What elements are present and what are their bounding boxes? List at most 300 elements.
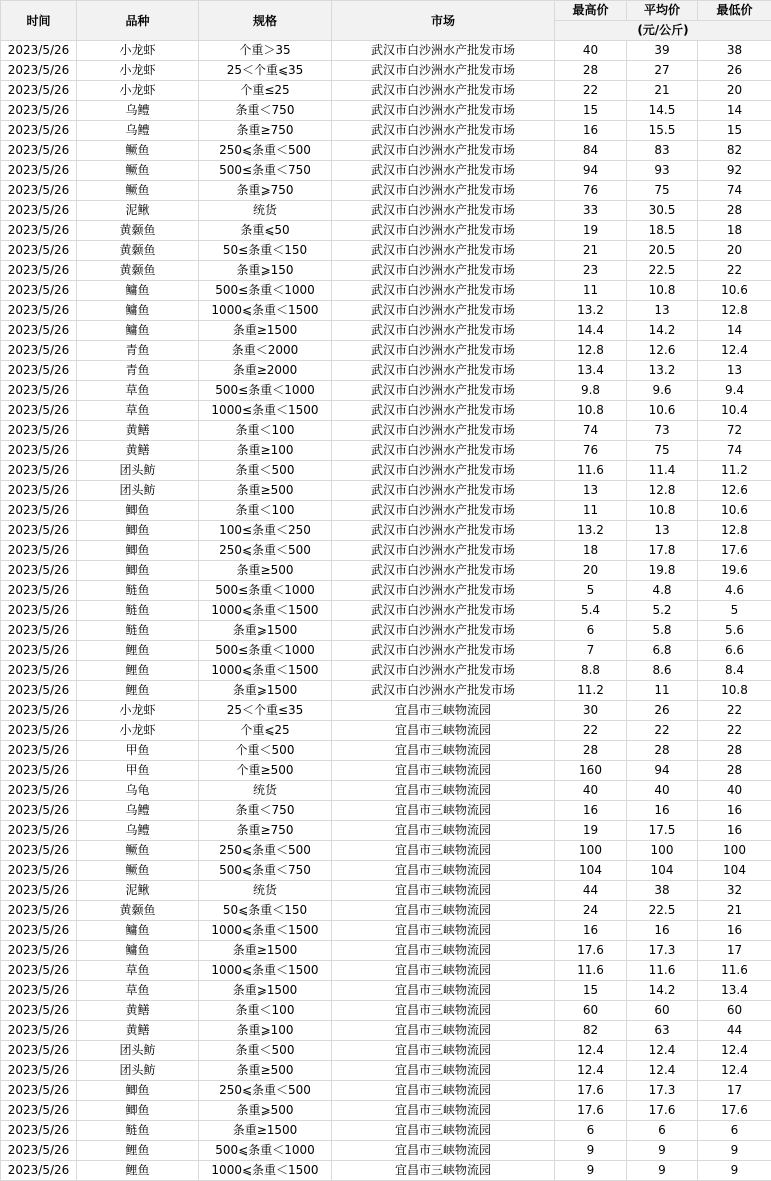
header-variety: 品种 xyxy=(77,1,199,41)
cell-avg-price: 17.8 xyxy=(627,541,698,561)
cell-avg-price: 38 xyxy=(627,881,698,901)
cell-low-price: 9 xyxy=(698,1161,771,1181)
cell-spec: 250⩽条重＜500 xyxy=(199,841,332,861)
cell-high-price: 100 xyxy=(555,841,627,861)
cell-spec: 个重⩽25 xyxy=(199,721,332,741)
cell-avg-price: 10.8 xyxy=(627,501,698,521)
cell-avg-price: 30.5 xyxy=(627,201,698,221)
cell-spec: 个重＞35 xyxy=(199,41,332,61)
cell-time: 2023/5/26 xyxy=(1,101,77,121)
cell-market: 武汉市白沙洲水产批发市场 xyxy=(332,501,555,521)
cell-avg-price: 4.8 xyxy=(627,581,698,601)
cell-spec: 条重＜100 xyxy=(199,501,332,521)
cell-variety: 鳙鱼 xyxy=(77,281,199,301)
cell-high-price: 30 xyxy=(555,701,627,721)
cell-high-price: 22 xyxy=(555,721,627,741)
cell-variety: 小龙虾 xyxy=(77,41,199,61)
table-row xyxy=(1,1101,771,1121)
cell-time: 2023/5/26 xyxy=(1,261,77,281)
cell-spec: 250⩽条重＜500 xyxy=(199,541,332,561)
cell-time: 2023/5/26 xyxy=(1,321,77,341)
cell-avg-price: 22.5 xyxy=(627,261,698,281)
cell-avg-price: 75 xyxy=(627,441,698,461)
cell-time: 2023/5/26 xyxy=(1,41,77,61)
cell-time: 2023/5/26 xyxy=(1,301,77,321)
cell-variety: 鲫鱼 xyxy=(77,1101,199,1121)
cell-spec: 1000⩽条重＜1500 xyxy=(199,921,332,941)
cell-time: 2023/5/26 xyxy=(1,1141,77,1161)
cell-market: 宜昌市三峡物流园 xyxy=(332,1021,555,1041)
cell-variety: 鲤鱼 xyxy=(77,661,199,681)
cell-market: 宜昌市三峡物流园 xyxy=(332,1121,555,1141)
cell-variety: 鳜鱼 xyxy=(77,181,199,201)
cell-variety: 鳜鱼 xyxy=(77,161,199,181)
cell-spec: 500≤条重＜1000 xyxy=(199,381,332,401)
cell-low-price: 12.4 xyxy=(698,1061,771,1081)
cell-low-price: 16 xyxy=(698,821,771,841)
cell-time: 2023/5/26 xyxy=(1,741,77,761)
cell-variety: 黄颡鱼 xyxy=(77,221,199,241)
table-row xyxy=(1,61,771,81)
cell-spec: 条重≥750 xyxy=(199,821,332,841)
cell-spec: 条重≥500 xyxy=(199,561,332,581)
cell-avg-price: 40 xyxy=(627,781,698,801)
header-market: 市场 xyxy=(332,1,555,41)
cell-time: 2023/5/26 xyxy=(1,681,77,701)
cell-variety: 乌龟 xyxy=(77,781,199,801)
table-row xyxy=(1,1061,771,1081)
cell-variety: 鳙鱼 xyxy=(77,921,199,941)
cell-time: 2023/5/26 xyxy=(1,961,77,981)
cell-variety: 乌鳢 xyxy=(77,821,199,841)
cell-variety: 鲫鱼 xyxy=(77,521,199,541)
cell-variety: 鳜鱼 xyxy=(77,861,199,881)
cell-high-price: 15 xyxy=(555,101,627,121)
cell-avg-price: 19.8 xyxy=(627,561,698,581)
cell-market: 武汉市白沙洲水产批发市场 xyxy=(332,341,555,361)
cell-market: 武汉市白沙洲水产批发市场 xyxy=(332,621,555,641)
cell-spec: 条重⩾1500 xyxy=(199,681,332,701)
cell-time: 2023/5/26 xyxy=(1,941,77,961)
cell-high-price: 6 xyxy=(555,1121,627,1141)
table-row xyxy=(1,121,771,141)
cell-high-price: 28 xyxy=(555,741,627,761)
cell-spec: 条重⩾500 xyxy=(199,1101,332,1121)
cell-market: 宜昌市三峡物流园 xyxy=(332,941,555,961)
cell-spec: 条重＜100 xyxy=(199,1001,332,1021)
cell-time: 2023/5/26 xyxy=(1,821,77,841)
cell-variety: 小龙虾 xyxy=(77,61,199,81)
cell-spec: 个重≥500 xyxy=(199,761,332,781)
table-body xyxy=(1,41,771,1181)
cell-high-price: 82 xyxy=(555,1021,627,1041)
cell-time: 2023/5/26 xyxy=(1,1021,77,1041)
cell-avg-price: 8.6 xyxy=(627,661,698,681)
cell-spec: 个重≤25 xyxy=(199,81,332,101)
cell-time: 2023/5/26 xyxy=(1,381,77,401)
cell-market: 宜昌市三峡物流园 xyxy=(332,1101,555,1121)
cell-low-price: 32 xyxy=(698,881,771,901)
cell-avg-price: 14.2 xyxy=(627,321,698,341)
cell-market: 宜昌市三峡物流园 xyxy=(332,981,555,1001)
cell-low-price: 22 xyxy=(698,701,771,721)
cell-market: 宜昌市三峡物流园 xyxy=(332,741,555,761)
cell-low-price: 16 xyxy=(698,921,771,941)
cell-low-price: 4.6 xyxy=(698,581,771,601)
cell-avg-price: 93 xyxy=(627,161,698,181)
cell-spec: 条重≥1500 xyxy=(199,1121,332,1141)
cell-variety: 黄颡鱼 xyxy=(77,901,199,921)
cell-high-price: 19 xyxy=(555,221,627,241)
table-row xyxy=(1,761,771,781)
table-row xyxy=(1,1021,771,1041)
cell-low-price: 22 xyxy=(698,721,771,741)
cell-avg-price: 13 xyxy=(627,301,698,321)
cell-time: 2023/5/26 xyxy=(1,1121,77,1141)
cell-variety: 乌鳢 xyxy=(77,801,199,821)
cell-variety: 鲤鱼 xyxy=(77,1161,199,1181)
cell-spec: 条重≥100 xyxy=(199,441,332,461)
table-row xyxy=(1,781,771,801)
cell-avg-price: 14.5 xyxy=(627,101,698,121)
cell-avg-price: 12.6 xyxy=(627,341,698,361)
table-row xyxy=(1,101,771,121)
cell-market: 武汉市白沙洲水产批发市场 xyxy=(332,181,555,201)
cell-high-price: 11.2 xyxy=(555,681,627,701)
cell-market: 宜昌市三峡物流园 xyxy=(332,961,555,981)
table-row xyxy=(1,921,771,941)
cell-variety: 鳜鱼 xyxy=(77,141,199,161)
cell-spec: 1000⩽条重＜1500 xyxy=(199,601,332,621)
cell-time: 2023/5/26 xyxy=(1,241,77,261)
cell-market: 宜昌市三峡物流园 xyxy=(332,881,555,901)
cell-variety: 草鱼 xyxy=(77,981,199,1001)
cell-low-price: 6.6 xyxy=(698,641,771,661)
cell-market: 武汉市白沙洲水产批发市场 xyxy=(332,441,555,461)
table-row xyxy=(1,481,771,501)
cell-time: 2023/5/26 xyxy=(1,1161,77,1181)
cell-time: 2023/5/26 xyxy=(1,81,77,101)
table-row xyxy=(1,261,771,281)
cell-high-price: 9 xyxy=(555,1161,627,1181)
cell-spec: 25＜个重⩽35 xyxy=(199,61,332,81)
cell-low-price: 5 xyxy=(698,601,771,621)
cell-avg-price: 13 xyxy=(627,521,698,541)
cell-high-price: 15 xyxy=(555,981,627,1001)
cell-low-price: 11.2 xyxy=(698,461,771,481)
table-row xyxy=(1,1001,771,1021)
cell-high-price: 8.8 xyxy=(555,661,627,681)
cell-time: 2023/5/26 xyxy=(1,981,77,1001)
table-row xyxy=(1,401,771,421)
cell-variety: 黄鳝 xyxy=(77,441,199,461)
cell-time: 2023/5/26 xyxy=(1,661,77,681)
cell-spec: 条重≥500 xyxy=(199,481,332,501)
cell-low-price: 14 xyxy=(698,321,771,341)
cell-avg-price: 21 xyxy=(627,81,698,101)
table-row xyxy=(1,841,771,861)
cell-market: 宜昌市三峡物流园 xyxy=(332,901,555,921)
cell-spec: 50≤条重＜150 xyxy=(199,241,332,261)
cell-avg-price: 11 xyxy=(627,681,698,701)
cell-market: 武汉市白沙洲水产批发市场 xyxy=(332,121,555,141)
cell-market: 宜昌市三峡物流园 xyxy=(332,801,555,821)
cell-spec: 500≤条重＜1000 xyxy=(199,281,332,301)
cell-variety: 鲫鱼 xyxy=(77,1081,199,1101)
cell-market: 武汉市白沙洲水产批发市场 xyxy=(332,561,555,581)
cell-market: 宜昌市三峡物流园 xyxy=(332,1161,555,1181)
cell-avg-price: 12.4 xyxy=(627,1041,698,1061)
table-row xyxy=(1,941,771,961)
cell-variety: 黄颡鱼 xyxy=(77,261,199,281)
cell-time: 2023/5/26 xyxy=(1,361,77,381)
cell-time: 2023/5/26 xyxy=(1,801,77,821)
cell-time: 2023/5/26 xyxy=(1,441,77,461)
cell-variety: 黄鳝 xyxy=(77,1001,199,1021)
cell-time: 2023/5/26 xyxy=(1,641,77,661)
cell-low-price: 17.6 xyxy=(698,1101,771,1121)
cell-variety: 团头鲂 xyxy=(77,1041,199,1061)
cell-high-price: 33 xyxy=(555,201,627,221)
cell-high-price: 24 xyxy=(555,901,627,921)
cell-spec: 条重≥1500 xyxy=(199,941,332,961)
cell-low-price: 8.4 xyxy=(698,661,771,681)
cell-high-price: 17.6 xyxy=(555,1081,627,1101)
cell-variety: 鳜鱼 xyxy=(77,841,199,861)
cell-spec: 统货 xyxy=(199,881,332,901)
cell-variety: 鲫鱼 xyxy=(77,501,199,521)
cell-spec: 条重⩾750 xyxy=(199,181,332,201)
cell-avg-price: 17.5 xyxy=(627,821,698,841)
cell-high-price: 19 xyxy=(555,821,627,841)
cell-variety: 鳙鱼 xyxy=(77,321,199,341)
cell-variety: 乌鳢 xyxy=(77,121,199,141)
cell-avg-price: 6.8 xyxy=(627,641,698,661)
cell-spec: 个重＜500 xyxy=(199,741,332,761)
cell-low-price: 10.8 xyxy=(698,681,771,701)
cell-market: 武汉市白沙洲水产批发市场 xyxy=(332,401,555,421)
cell-variety: 鳙鱼 xyxy=(77,941,199,961)
cell-variety: 泥鳅 xyxy=(77,881,199,901)
cell-high-price: 40 xyxy=(555,781,627,801)
cell-time: 2023/5/26 xyxy=(1,581,77,601)
cell-high-price: 5 xyxy=(555,581,627,601)
cell-time: 2023/5/26 xyxy=(1,601,77,621)
cell-spec: 条重＜500 xyxy=(199,1041,332,1061)
table-row xyxy=(1,521,771,541)
cell-variety: 鲤鱼 xyxy=(77,681,199,701)
cell-market: 武汉市白沙洲水产批发市场 xyxy=(332,201,555,221)
cell-low-price: 20 xyxy=(698,81,771,101)
cell-variety: 甲鱼 xyxy=(77,741,199,761)
cell-time: 2023/5/26 xyxy=(1,401,77,421)
cell-time: 2023/5/26 xyxy=(1,461,77,481)
cell-market: 宜昌市三峡物流园 xyxy=(332,1141,555,1161)
cell-time: 2023/5/26 xyxy=(1,761,77,781)
cell-avg-price: 10.8 xyxy=(627,281,698,301)
cell-market: 武汉市白沙洲水产批发市场 xyxy=(332,461,555,481)
cell-avg-price: 28 xyxy=(627,741,698,761)
cell-avg-price: 17.6 xyxy=(627,1101,698,1121)
cell-market: 武汉市白沙洲水产批发市场 xyxy=(332,301,555,321)
cell-avg-price: 9 xyxy=(627,1161,698,1181)
header-time: 时间 xyxy=(1,1,77,41)
cell-market: 武汉市白沙洲水产批发市场 xyxy=(332,81,555,101)
cell-time: 2023/5/26 xyxy=(1,781,77,801)
cell-market: 宜昌市三峡物流园 xyxy=(332,1081,555,1101)
cell-high-price: 13.2 xyxy=(555,301,627,321)
cell-low-price: 9.4 xyxy=(698,381,771,401)
cell-avg-price: 83 xyxy=(627,141,698,161)
table-row xyxy=(1,701,771,721)
cell-avg-price: 94 xyxy=(627,761,698,781)
cell-time: 2023/5/26 xyxy=(1,481,77,501)
cell-variety: 甲鱼 xyxy=(77,761,199,781)
cell-low-price: 74 xyxy=(698,441,771,461)
cell-time: 2023/5/26 xyxy=(1,721,77,741)
cell-avg-price: 5.2 xyxy=(627,601,698,621)
cell-high-price: 5.4 xyxy=(555,601,627,621)
cell-low-price: 12.8 xyxy=(698,301,771,321)
cell-spec: 1000⩽条重＜1500 xyxy=(199,1161,332,1181)
cell-market: 武汉市白沙洲水产批发市场 xyxy=(332,601,555,621)
cell-avg-price: 5.8 xyxy=(627,621,698,641)
cell-low-price: 74 xyxy=(698,181,771,201)
cell-avg-price: 11.6 xyxy=(627,961,698,981)
cell-avg-price: 75 xyxy=(627,181,698,201)
cell-time: 2023/5/26 xyxy=(1,281,77,301)
table-row xyxy=(1,221,771,241)
table-row xyxy=(1,801,771,821)
table-row xyxy=(1,341,771,361)
cell-low-price: 44 xyxy=(698,1021,771,1041)
cell-market: 武汉市白沙洲水产批发市场 xyxy=(332,361,555,381)
table-row xyxy=(1,721,771,741)
cell-low-price: 82 xyxy=(698,141,771,161)
cell-avg-price: 20.5 xyxy=(627,241,698,261)
cell-variety: 鲢鱼 xyxy=(77,621,199,641)
cell-high-price: 160 xyxy=(555,761,627,781)
cell-high-price: 60 xyxy=(555,1001,627,1021)
cell-high-price: 11 xyxy=(555,501,627,521)
cell-market: 武汉市白沙洲水产批发市场 xyxy=(332,161,555,181)
cell-low-price: 38 xyxy=(698,41,771,61)
cell-time: 2023/5/26 xyxy=(1,921,77,941)
table-row xyxy=(1,281,771,301)
cell-time: 2023/5/26 xyxy=(1,521,77,541)
table-row xyxy=(1,81,771,101)
cell-variety: 泥鳅 xyxy=(77,201,199,221)
cell-high-price: 18 xyxy=(555,541,627,561)
cell-time: 2023/5/26 xyxy=(1,501,77,521)
table-row xyxy=(1,741,771,761)
cell-time: 2023/5/26 xyxy=(1,1041,77,1061)
cell-low-price: 11.6 xyxy=(698,961,771,981)
cell-spec: 500⩽条重＜750 xyxy=(199,861,332,881)
cell-spec: 500⩽条重＜1000 xyxy=(199,1141,332,1161)
cell-low-price: 19.6 xyxy=(698,561,771,581)
cell-variety: 鲤鱼 xyxy=(77,1141,199,1161)
cell-time: 2023/5/26 xyxy=(1,901,77,921)
cell-market: 武汉市白沙洲水产批发市场 xyxy=(332,321,555,341)
cell-market: 武汉市白沙洲水产批发市场 xyxy=(332,101,555,121)
cell-high-price: 13.4 xyxy=(555,361,627,381)
header-low-price: 最低价 xyxy=(698,1,771,21)
cell-spec: 50⩽条重＜150 xyxy=(199,901,332,921)
table-row xyxy=(1,681,771,701)
cell-market: 宜昌市三峡物流园 xyxy=(332,1041,555,1061)
table-row xyxy=(1,381,771,401)
cell-spec: 条重⩾1500 xyxy=(199,621,332,641)
cell-avg-price: 12.4 xyxy=(627,1061,698,1081)
cell-variety: 草鱼 xyxy=(77,381,199,401)
cell-market: 宜昌市三峡物流园 xyxy=(332,701,555,721)
cell-market: 武汉市白沙洲水产批发市场 xyxy=(332,221,555,241)
cell-variety: 草鱼 xyxy=(77,401,199,421)
cell-high-price: 17.6 xyxy=(555,941,627,961)
table-row xyxy=(1,441,771,461)
cell-variety: 鲢鱼 xyxy=(77,1121,199,1141)
cell-time: 2023/5/26 xyxy=(1,61,77,81)
table-row xyxy=(1,241,771,261)
cell-avg-price: 17.3 xyxy=(627,941,698,961)
table-row xyxy=(1,601,771,621)
cell-market: 武汉市白沙洲水产批发市场 xyxy=(332,581,555,601)
cell-spec: 条重＜750 xyxy=(199,101,332,121)
table-row xyxy=(1,821,771,841)
cell-time: 2023/5/26 xyxy=(1,1061,77,1081)
cell-variety: 鳙鱼 xyxy=(77,301,199,321)
cell-time: 2023/5/26 xyxy=(1,1101,77,1121)
cell-time: 2023/5/26 xyxy=(1,201,77,221)
cell-variety: 黄鳝 xyxy=(77,1021,199,1041)
cell-low-price: 6 xyxy=(698,1121,771,1141)
cell-low-price: 13.4 xyxy=(698,981,771,1001)
cell-variety: 团头鲂 xyxy=(77,481,199,501)
cell-market: 武汉市白沙洲水产批发市场 xyxy=(332,261,555,281)
cell-spec: 1000⩽条重＜1500 xyxy=(199,301,332,321)
cell-high-price: 9.8 xyxy=(555,381,627,401)
cell-variety: 团头鲂 xyxy=(77,461,199,481)
cell-low-price: 92 xyxy=(698,161,771,181)
cell-low-price: 10.6 xyxy=(698,501,771,521)
table-row xyxy=(1,861,771,881)
cell-variety: 青鱼 xyxy=(77,341,199,361)
cell-market: 武汉市白沙洲水产批发市场 xyxy=(332,381,555,401)
cell-high-price: 11 xyxy=(555,281,627,301)
cell-variety: 黄鳝 xyxy=(77,421,199,441)
cell-low-price: 12.8 xyxy=(698,521,771,541)
table-row xyxy=(1,201,771,221)
cell-market: 武汉市白沙洲水产批发市场 xyxy=(332,481,555,501)
cell-low-price: 21 xyxy=(698,901,771,921)
cell-time: 2023/5/26 xyxy=(1,861,77,881)
cell-time: 2023/5/26 xyxy=(1,421,77,441)
table-row xyxy=(1,161,771,181)
table-row xyxy=(1,421,771,441)
table-row xyxy=(1,581,771,601)
cell-avg-price: 73 xyxy=(627,421,698,441)
header-spec: 规格 xyxy=(199,1,332,41)
cell-high-price: 11.6 xyxy=(555,461,627,481)
cell-variety: 草鱼 xyxy=(77,961,199,981)
cell-market: 武汉市白沙洲水产批发市场 xyxy=(332,661,555,681)
cell-high-price: 10.8 xyxy=(555,401,627,421)
table-row xyxy=(1,301,771,321)
cell-low-price: 9 xyxy=(698,1141,771,1161)
cell-low-price: 104 xyxy=(698,861,771,881)
cell-spec: 1000⩽条重＜1500 xyxy=(199,661,332,681)
